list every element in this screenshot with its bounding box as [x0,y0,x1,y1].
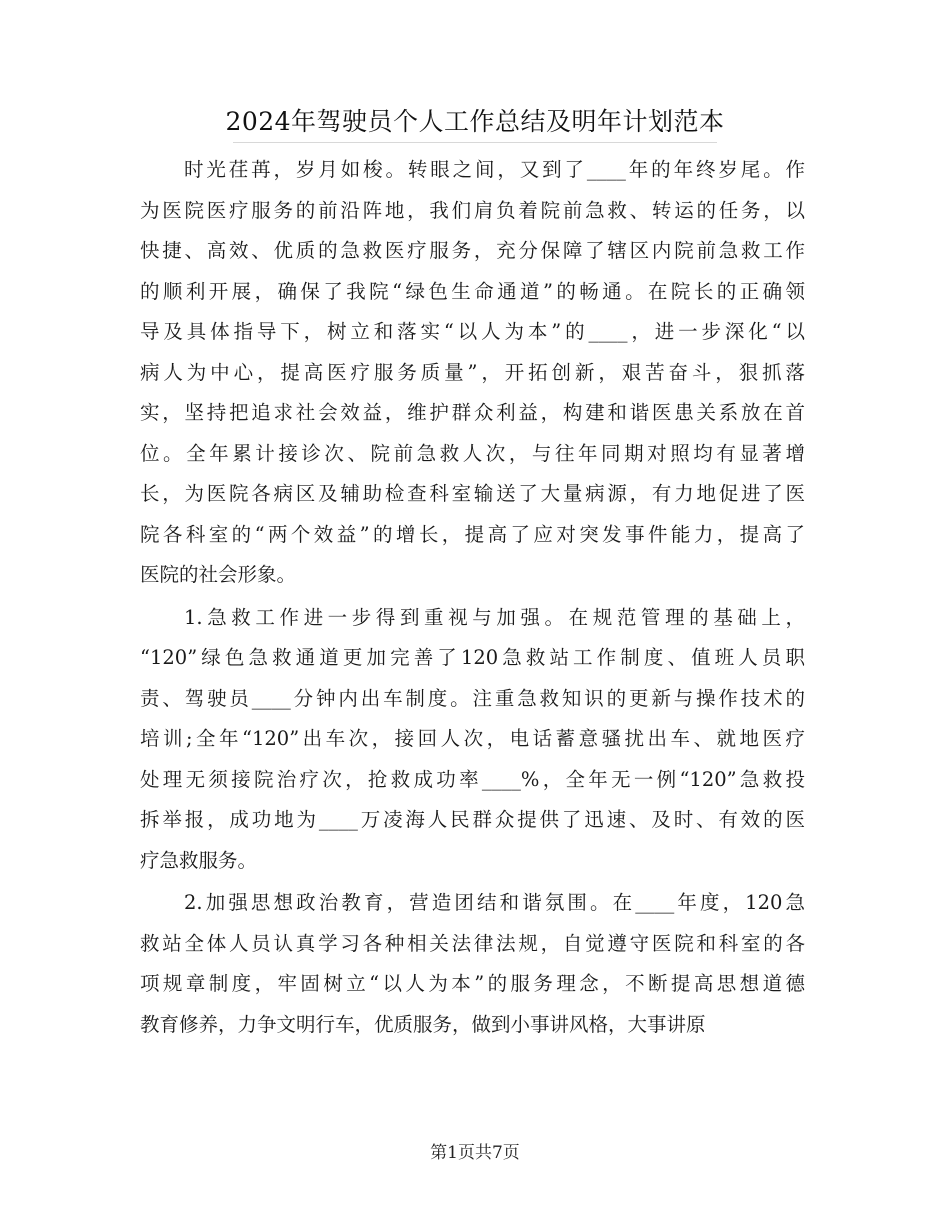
text-line: 为医院医疗服务的前沿阵地，我们肩负着院前急救、转运的任务，以 [140,198,805,222]
page-number: 第1页共7页 [430,1143,520,1163]
text-line: 医院的社会形象。 [140,563,297,586]
text-line: 救站全体人员认真学习各种相关法律法规，自觉遵守医院和科室的各 [140,931,805,955]
text-line: 导及具体指导下，树立和落实“以人为本”的____，进一步深化“以 [140,320,805,343]
text-line: 项规章制度，牢固树立“以人为本”的服务理念，不断提高思想道德 [140,972,805,995]
text-line: “120”绿色急救通道更加完善了120急救站工作制度、值班人员职 [140,646,805,669]
text-line: 拆举报，成功地为____万凌海人民群众提供了迅速、及时、有效的医 [140,808,805,831]
document-body [140,150,805,1045]
text-line: 培训;全年“120”出车次，接回人次，电话蓄意骚扰出车、就地医疗 [140,727,805,750]
text-line: 院各科室的“两个效益”的增长，提高了应对突发事件能力，提高了 [140,522,805,546]
text-line: 1.急救工作进一步得到重视与加强。在规范管理的基础上， [184,605,805,629]
paragraph-political-education [140,883,805,1045]
text-line: 实，坚持把追求社会效益，维护群众利益，构建和谐医患关系放在首 [140,401,805,424]
document-title: 2024年驾驶员个人工作总结及明年计划范本 [225,107,725,136]
title-underline [233,142,717,143]
paragraph-intro [140,150,805,596]
text-line: 疗急救服务。 [140,848,258,872]
text-line: 快捷、高效、优质的急救医疗服务，充分保障了辖区内院前急救工作 [140,239,805,262]
text-line: 2.加强思想政治教育，营造团结和谐氛围。在____年度，120急 [184,891,805,914]
text-line: 的顺利开展，确保了我院“绿色生命通道”的畅通。在院长的正确领 [140,279,805,303]
text-line: 教育修养，力争文明行车，优质服务，做到小事讲风格，大事讲原 [140,1012,706,1036]
text-line: 处理无须接院治疗次，抢救成功率____%，全年无一例“120”急救投 [140,767,805,791]
paragraph-emergency-work [140,598,805,882]
text-line: 位。全年累计接诊次、院前急救人次，与往年同期对照均有显著增 [140,441,805,465]
text-line: 长，为医院各病区及辅助检查科室输送了大量病源，有力地促进了医 [140,482,805,505]
text-line: 病人为中心，提高医疗服务质量”，开拓创新，艰苦奋斗，狠抓落 [140,360,805,384]
text-line: 时光荏苒，岁月如梭。转眼之间，又到了____年的年终岁尾。作 [184,158,805,181]
text-line: 责、驾驶员____分钟内出车制度。注重急救知识的更新与操作技术的 [140,686,805,710]
